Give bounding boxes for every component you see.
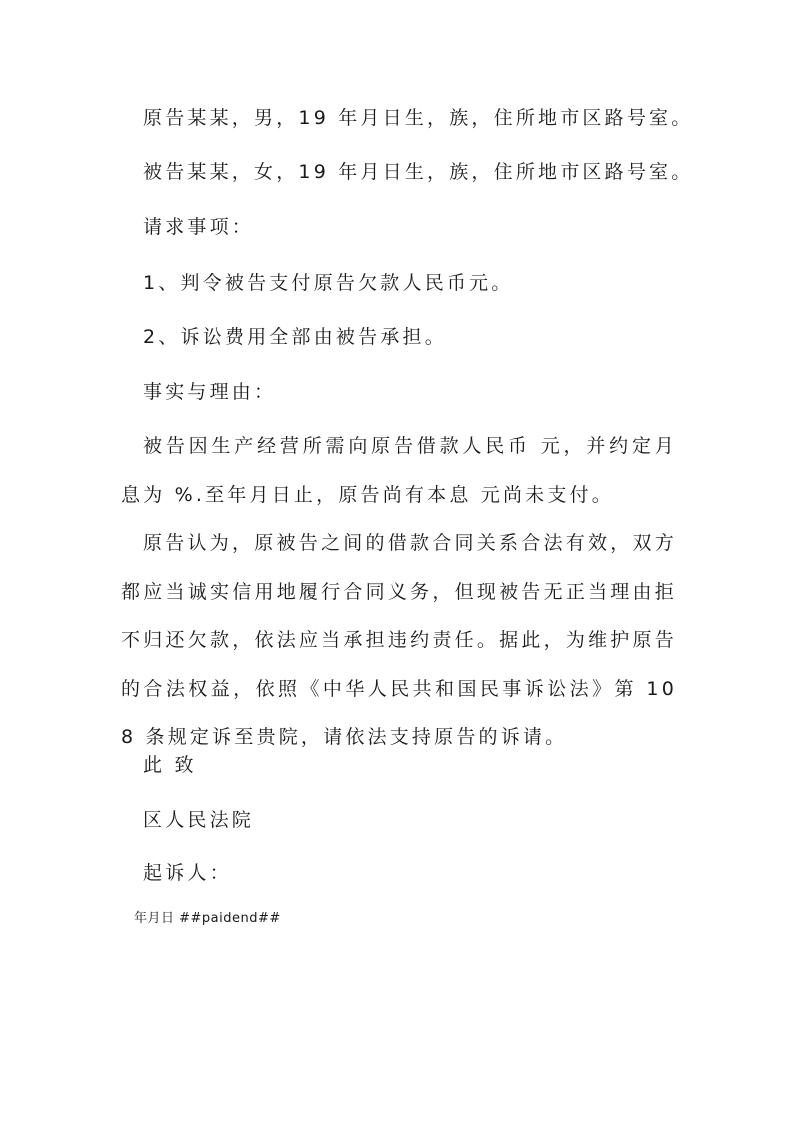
plaintiff-signature: 起诉人：: [143, 862, 232, 884]
court-name: 区人民法院: [143, 809, 255, 831]
plaintiff-line: 原告某某，男，19 年月日生，族，住所地市区路号室。: [143, 107, 694, 129]
claim-item-1: 1、判令被告支付原告欠款人民币元。: [143, 272, 514, 294]
date-footer: 年月日 ##paidend##: [134, 911, 281, 926]
reasons-paragraph: 原告认为，原被告之间的借款合同关系合法有效，双方都应当诚实信用地履行合同义务，但现被告无正当理由拒不归还欠款，依法应当承担违约责任。据此，为维护原告的合法权益，依照《中华人民共和国民事诉讼法》第 108 条规定诉至贵院，请依法支持原告的诉请。: [121, 532, 677, 749]
salutation: 此 致: [143, 754, 197, 776]
claims-heading: 请求事项：: [143, 216, 255, 238]
defendant-line: 被告某某，女，19 年月日生，族，住所地市区路号室。: [143, 161, 694, 183]
facts-paragraph: 被告因生产经营所需向原告借款人民币 元，并约定月息为 %.至年月日止，原告尚有本息 元尚未支付。: [121, 435, 677, 506]
claim-item-2: 2、诉讼费用全部由被告承担。: [143, 326, 447, 348]
facts-heading: 事实与理由：: [143, 381, 277, 403]
